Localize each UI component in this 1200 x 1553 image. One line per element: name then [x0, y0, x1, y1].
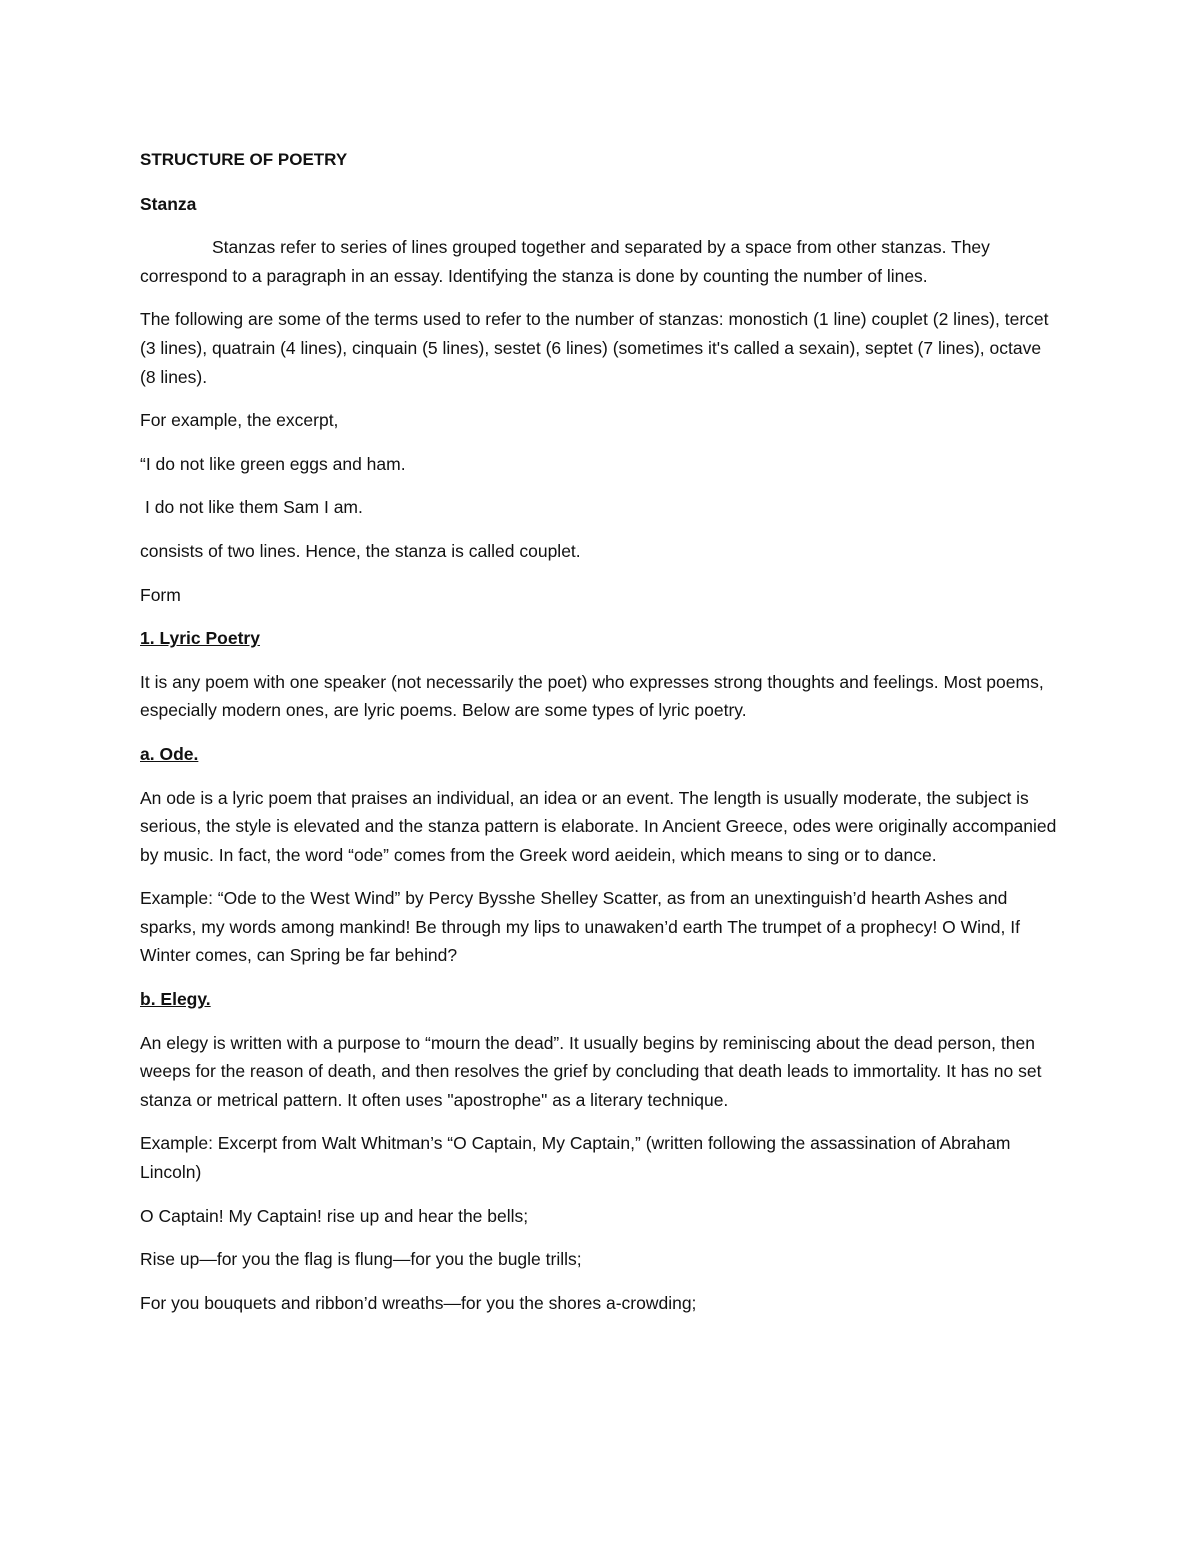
form-label: Form — [140, 584, 181, 605]
ode-example: Example: “Ode to the West Wind” by Percy Bysshe Shelley Scatter, as from an unextinguish’d hearth Ashes and sparks, my words among mankind! Be through my lips to unawaken’d earth The trumpet of a prophecy! O Wind, If Winter comes, can Spring be far behind? — [140, 888, 1020, 966]
ode-heading: a. Ode. — [140, 743, 199, 764]
lyric-paragraph: It is any poem with one speaker (not necessarily the poet) who expresses strong thoughts and feelings. Most poems, especially modern ones, are lyric poems. Below are some types of lyric poetry. — [140, 671, 1044, 721]
quote-line-2: I do not like them Sam I am. — [145, 497, 363, 518]
elegy-heading: b. Elegy. — [140, 989, 211, 1010]
lyric-poetry-heading: 1. Lyric Poetry — [140, 628, 260, 649]
stanza-paragraph: Stanzas refer to series of lines grouped together and separated by a space from other stanzas. They correspond to a paragraph in an essay. Identifying the stanza is done by counting the number of lines. — [140, 237, 990, 286]
consists-paragraph: consists of two lines. Hence, the stanza is called couplet. — [140, 540, 581, 561]
elegy-paragraph: An elegy is written with a purpose to “mourn the dead”. It usually begins by reminiscing about the dead person, then weeps for the reason of death, and then resolves the grief by concluding that death leads to immortality. It has no set stanza or metrical pattern. It often uses "apostrophe" as a literary technique. — [140, 1032, 1042, 1110]
stanza-heading: Stanza — [140, 193, 197, 214]
terms-paragraph: The following are some of the terms used to refer to the number of stanzas: monostich (1 line) couplet (2 lines), tercet (3 lines), quatrain (4 lines), cinquain (5 lines), sestet (6 lines) (sometimes it's called a sexain), septet (7 lines), octave (8 lines). — [140, 309, 1049, 387]
captain-line-1: O Captain! My Captain! rise up and hear the bells; — [140, 1205, 529, 1226]
elegy-example: Example: Excerpt from Walt Whitman’s “O Captain, My Captain,” (written following the assassination of Abraham Lincoln) — [140, 1133, 1011, 1183]
quote-line-1: “I do not like green eggs and ham. — [140, 453, 406, 474]
document-title: STRUCTURE OF POETRY — [140, 150, 348, 169]
ode-paragraph: An ode is a lyric poem that praises an individual, an idea or an event. The length is usually moderate, the subject is serious, the style is elevated and the stanza pattern is elaborate. In Ancient Greece, odes were originally accompanied by music. In fact, the word “ode” comes from the Greek word aeidein, which means to sing or to dance. — [140, 787, 1057, 865]
captain-line-3: For you bouquets and ribbon’d wreaths—for you the shores a-crowding; — [140, 1292, 697, 1313]
example-intro: For example, the excerpt, — [140, 410, 339, 431]
captain-line-2: Rise up—for you the flag is flung—for you the bugle trills; — [140, 1249, 582, 1270]
document-body — [140, 146, 1060, 1332]
